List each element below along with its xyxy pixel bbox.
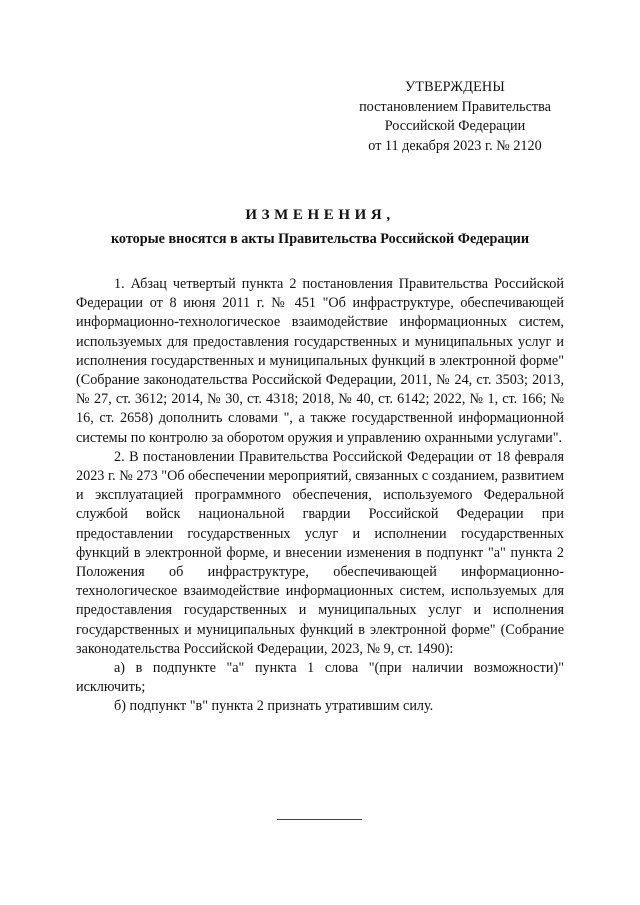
document-title: ИЗМЕНЕНИЯ, [245, 207, 395, 223]
approval-line-3: от 11 декабря 2023 г. № 2120 [368, 137, 542, 154]
subparagraph-a: а) в подпункте "а" пункта 1 слова "(при наличии возможности)" исключить; [76, 660, 564, 696]
document-subtitle: которые вносятся в акты Правительства Российской Федерации [110, 231, 530, 247]
end-separator-line [277, 819, 362, 820]
paragraph-2: 2. В постановлении Правительства Российской Федерации от 18 февраля 2023 г. № 273 "Об обеспечении мероприятий, связанных с созданием, развитием и эксплуатацией программного обеспечения, используемого Федеральной службой войск национальной гвардии Российской Федерации при предоставлении государственных услуг и исполнении государственных функций в электронной форме, и внесении изменения в подпункт "а" пункта 2 Положения об инфраструктуре, обеспечивающей информационно-технологическое взаимодействие информационных систем, используемых для предоставления государственных и муниципальных услуг и исполнения государственных и муниципальных функций в электронной форме" (Собрание законодательства Российской Федерации, 2023, № 9, ст. 1490): [76, 448, 564, 657]
paragraph-1: 1. Абзац четвертый пункта 2 постановления Правительства Российской Федерации от 8 июня 2011 г. № 451 "Об инфраструктуре, обеспечивающей информационно-технологическое взаимодействие информационных систем, используемых для предоставления государственных и муниципальных услуг и исполнения государственных и муниципальных функций в электронной форме" (Собрание законодательства Российской Федерации, 2011, № 24, ст. 3503; 2013, № 27, ст. 3612; 2014, № 30, ст. 4318; 2018, № 40, ст. 6142; 2022, № 1, ст. 166; № 16, ст. 2658) дополнить словами ", а также государственной информационной системы по контролю за оборотом оружия и управлению охранными услугами". [76, 276, 564, 446]
approval-title: УТВЕРЖДЕНЫ [405, 79, 505, 95]
approval-block [330, 78, 580, 156]
approval-line-1: постановлением Правительства [359, 98, 551, 115]
document-body [76, 275, 564, 717]
subparagraph-b: б) подпункт "в" пункта 2 признать утратившим силу. [114, 698, 434, 715]
approval-line-2: Российской Федерации [384, 118, 526, 134]
